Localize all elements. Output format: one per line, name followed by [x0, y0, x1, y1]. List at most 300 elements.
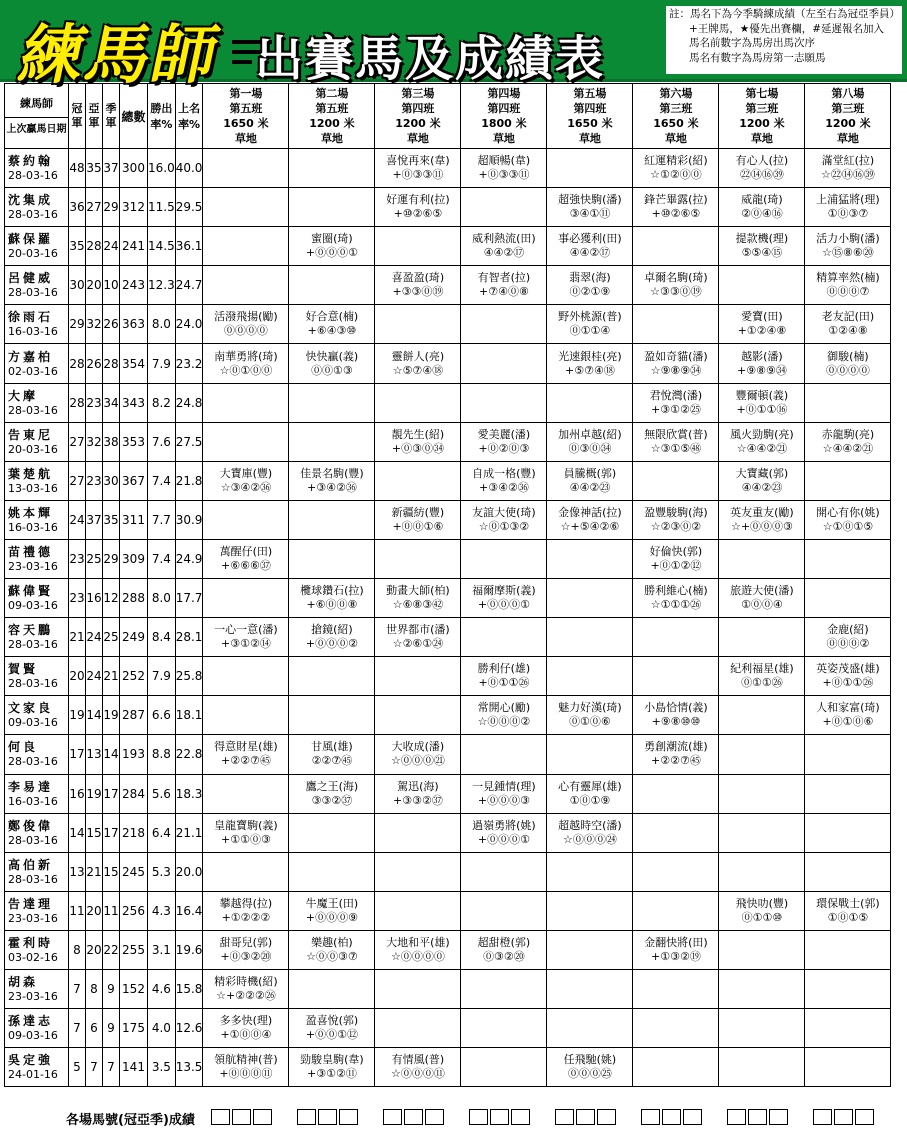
result-box[interactable] [318, 1109, 337, 1125]
entry-cell [375, 969, 461, 1008]
trainer-name: 胡森 [8, 975, 39, 990]
horse-form: +⓪⓪⓪① [477, 598, 530, 612]
horse-name: 大寶藏(郭) [735, 466, 789, 480]
horse-form: ☆⓪⓪⓪㉑ [391, 754, 445, 768]
thirds-cell: 9 [103, 1009, 120, 1048]
result-box[interactable] [576, 1109, 595, 1125]
horse-name: 金像神話(拉) [558, 505, 622, 519]
entry-cell [461, 579, 547, 618]
thirds-cell: 14 [103, 735, 120, 774]
trainer-cell [5, 930, 69, 969]
trainer-cell [5, 618, 69, 657]
result-box[interactable] [211, 1109, 230, 1125]
place-pct-cell: 24.7 [175, 266, 203, 305]
entry-cell [633, 696, 719, 735]
entry-cell [289, 696, 375, 735]
result-box[interactable] [855, 1109, 874, 1125]
race-no: 第一場 [229, 87, 263, 100]
wins-cell: 20 [69, 657, 86, 696]
table-row [5, 930, 891, 969]
table-row [5, 461, 891, 500]
last-win-date: 28-03-16 [8, 833, 58, 847]
trainer-cell [5, 305, 69, 344]
entry-cell [719, 618, 805, 657]
horse-form: ☆⓪①⓪⓪ [219, 363, 273, 377]
horse-form: ⓪⓪⓪㉕ [567, 1067, 612, 1081]
horse-name: 動畫大師(柏) [386, 584, 450, 598]
entry-cell [461, 266, 547, 305]
horse-form: +①②②② [221, 910, 271, 924]
result-box[interactable] [727, 1109, 746, 1125]
total-cell: 141 [120, 1048, 148, 1087]
thirds-cell: 26 [103, 305, 120, 344]
entry-cell [203, 422, 289, 461]
thirds-cell: 29 [103, 188, 120, 227]
entry-cell [719, 813, 805, 852]
result-box[interactable] [339, 1109, 358, 1125]
horse-name: 上浦猛將(理) [816, 193, 880, 207]
place-pct-cell: 24.0 [175, 305, 203, 344]
horse-form: ☆⓪⓪⓪㉔ [563, 832, 617, 846]
trainer-name: 呂健威 [8, 271, 54, 286]
entry-cell [633, 618, 719, 657]
result-box[interactable] [662, 1109, 681, 1125]
result-box[interactable] [490, 1109, 509, 1125]
entry-cell [633, 930, 719, 969]
win-pct-cell: 11.5 [148, 188, 176, 227]
last-win-date: 28-03-16 [8, 169, 58, 183]
entry-cell [289, 735, 375, 774]
entry-cell [289, 383, 375, 422]
horse-name: 喜盈盈(琦) [391, 271, 445, 285]
entry-cell [289, 188, 375, 227]
stripe-decoration [232, 60, 252, 64]
horse-form: +⓪⓪⓪⑪ [219, 1067, 273, 1081]
thirds-cell: 21 [103, 657, 120, 696]
entry-cell [461, 305, 547, 344]
thirds-cell: 17 [103, 774, 120, 813]
horse-name: 過嶺勇將(姚) [472, 818, 536, 832]
horse-name: 好合意(楠) [305, 310, 359, 324]
place-pct-cell: 40.0 [175, 149, 203, 188]
horse-name: 開心有你(姚) [816, 505, 880, 519]
win-pct-column-header: 勝出率% [148, 84, 176, 149]
thirds-cell: 34 [103, 383, 120, 422]
result-box[interactable] [834, 1109, 853, 1125]
entry-cell [805, 227, 891, 266]
total-cell: 353 [120, 422, 148, 461]
trainer-name: 霍利時 [8, 935, 54, 950]
entry-cell [203, 188, 289, 227]
race-result-boxes [297, 1109, 360, 1125]
entry-cell [805, 266, 891, 305]
horse-form: +②②⑦㊺ [651, 754, 701, 768]
horse-form: +③④②㊱ [479, 480, 529, 494]
trainer-cell [5, 1048, 69, 1087]
thirds-cell: 28 [103, 344, 120, 383]
wins-cell: 11 [69, 891, 86, 930]
race-dist: 1800 米 [481, 117, 527, 130]
entry-cell [375, 305, 461, 344]
entry-cell [461, 1048, 547, 1087]
entry-cell [633, 852, 719, 891]
entry-cell [805, 344, 891, 383]
horse-form: ⓪②①⑨ [569, 285, 611, 299]
result-box[interactable] [683, 1109, 702, 1125]
thirds-cell: 19 [103, 696, 120, 735]
win-pct-cell: 8.4 [148, 618, 176, 657]
trainer-name: 苗禮德 [8, 544, 54, 559]
table-row [5, 774, 891, 813]
last-win-date: 28-03-16 [8, 755, 58, 769]
entry-cell [633, 539, 719, 578]
horse-form: ☆⓪⓪⓪② [477, 715, 531, 729]
thirds-cell: 24 [103, 227, 120, 266]
result-box[interactable] [597, 1109, 616, 1125]
horse-name: 卓爾名駒(琦) [644, 271, 708, 285]
seconds-cell: 32 [86, 422, 103, 461]
last-win-date: 23-03-16 [8, 990, 58, 1004]
thirds-cell: 30 [103, 461, 120, 500]
entry-cell [805, 305, 891, 344]
trainer-name: 蘇偉賢 [8, 584, 54, 599]
horse-form: +⓪①②⑫ [650, 558, 702, 572]
trainer-name: 高伯新 [8, 857, 54, 872]
horse-name: 滿堂紅(拉) [821, 154, 875, 168]
horse-name: 好倫快(郭) [649, 544, 703, 558]
last-win-header-label: 上次贏馬日期 [5, 117, 68, 137]
trainer-cell [5, 539, 69, 578]
note-line: 註：馬名下為今季騎練成績（左至右為冠亞季員） [669, 8, 900, 20]
race-no: 第五場 [573, 87, 607, 100]
horse-name: 任飛馳(姚) [563, 1053, 617, 1067]
entry-cell [461, 813, 547, 852]
horse-name: 好運有利(拉) [386, 193, 450, 207]
result-box[interactable] [232, 1109, 251, 1125]
entry-cell [461, 500, 547, 539]
last-win-date: 28-03-16 [8, 286, 58, 300]
place-pct-cell: 29.5 [175, 188, 203, 227]
trainer-cell [5, 500, 69, 539]
result-box[interactable] [425, 1109, 444, 1125]
race-track: 草地 [234, 132, 257, 145]
entry-cell [547, 813, 633, 852]
horse-form: ⓪①①④ [569, 324, 611, 338]
entry-cell [805, 188, 891, 227]
horse-name: 蜜圈(琦) [311, 232, 353, 246]
entry-cell [375, 539, 461, 578]
horse-form: ☆⑥⑧③㊷ [392, 598, 444, 612]
entry-cell [719, 696, 805, 735]
wins-cell: 27 [69, 422, 86, 461]
horse-form: ④④②⑰ [483, 246, 525, 260]
place-pct-cell: 21.1 [175, 813, 203, 852]
entry-cell [203, 969, 289, 1008]
note-line: +王牌馬，★優先出賽欄，#延遲報名加入 [689, 22, 885, 35]
entry-cell [461, 774, 547, 813]
entry-cell [375, 735, 461, 774]
win-pct-cell: 6.4 [148, 813, 176, 852]
entry-cell [805, 930, 891, 969]
entry-cell [547, 969, 633, 1008]
horse-name: 愛美麗(潘) [477, 427, 531, 441]
horse-form: ①⓪①⑨ [569, 793, 611, 807]
wins-cell: 16 [69, 774, 86, 813]
thirds-cell: 9 [103, 969, 120, 1008]
entry-cell [375, 461, 461, 500]
horse-form: +③①②⑪ [307, 1067, 357, 1081]
trainer-cell [5, 774, 69, 813]
horse-form: +③①②⑭ [221, 637, 271, 651]
note-line: 馬名前數字為馬房出馬次序 [689, 37, 815, 49]
horse-form: ⓪③②⑳ [483, 949, 525, 963]
race-result-boxes [383, 1109, 446, 1125]
horse-form: ①⓪⓪④ [741, 598, 783, 612]
horse-name: 福爾摩斯(義) [472, 584, 536, 598]
seconds-cell: 20 [86, 891, 103, 930]
seconds-cell: 8 [86, 969, 103, 1008]
wins-cell: 7 [69, 1009, 86, 1048]
wins-cell: 28 [69, 344, 86, 383]
entry-cell [203, 813, 289, 852]
horse-form: ⓪⓪①③ [311, 363, 353, 377]
win-pct-cell: 8.2 [148, 383, 176, 422]
result-box[interactable] [253, 1109, 272, 1125]
place-pct-cell: 13.5 [175, 1048, 203, 1087]
wins-cell: 13 [69, 852, 86, 891]
race-no: 第二場 [315, 87, 349, 100]
entry-cell [719, 657, 805, 696]
race-cls: 第三班 [659, 102, 693, 115]
entry-cell [805, 735, 891, 774]
trainer-name: 大摩 [8, 388, 39, 403]
horse-name: 金鹿(紹) [827, 623, 869, 637]
total-cell: 175 [120, 1009, 148, 1048]
result-box[interactable] [404, 1109, 423, 1125]
notes-box [666, 6, 902, 74]
last-win-date: 28-03-16 [8, 677, 58, 691]
horse-name: 英友重友(勵) [730, 505, 794, 519]
entry-cell [289, 461, 375, 500]
horse-name: 駕迅(海) [397, 779, 439, 793]
entry-cell [461, 696, 547, 735]
seconds-cell: 23 [86, 383, 103, 422]
table-row [5, 188, 891, 227]
result-box[interactable] [555, 1109, 574, 1125]
race-dist: 1650 米 [653, 117, 699, 130]
horse-form: ☆①⓪①⑤ [822, 519, 874, 533]
total-cell: 245 [120, 852, 148, 891]
race-result-boxes [555, 1109, 618, 1125]
horse-form: +⑨⑧⑩⑩ [651, 715, 701, 729]
race-no: 第三場 [401, 87, 435, 100]
horse-form: ⓪⓪⓪② [826, 637, 870, 651]
wins-cell: 35 [69, 227, 86, 266]
race-track: 草地 [664, 132, 687, 145]
wins-cell: 17 [69, 735, 86, 774]
result-box[interactable] [641, 1109, 660, 1125]
wins-cell: 29 [69, 305, 86, 344]
horse-form: ☆①②⓪⓪ [650, 168, 702, 182]
horse-form: +①⓪⓪④ [220, 1028, 272, 1042]
race-cls: 第四班 [487, 102, 521, 115]
trainer-name: 何良 [8, 740, 39, 755]
place-pct-cell: 18.1 [175, 696, 203, 735]
horse-name: 自成一格(豐) [472, 466, 536, 480]
horse-name: 喜悅再來(韋) [386, 154, 450, 168]
race-cls: 第五班 [315, 102, 349, 115]
seconds-cell: 15 [86, 813, 103, 852]
horse-name: 無限欣賞(普) [644, 427, 708, 441]
entry-cell [203, 500, 289, 539]
race-no: 第七場 [745, 87, 779, 100]
horse-name: 有情風(普) [391, 1053, 445, 1067]
result-box[interactable] [297, 1109, 316, 1125]
trainer-cell [5, 383, 69, 422]
entry-cell [547, 891, 633, 930]
horse-form: ⑤⑤④⑮ [741, 246, 783, 260]
total-cell: 218 [120, 813, 148, 852]
entry-cell [461, 344, 547, 383]
race-track: 草地 [406, 132, 429, 145]
horse-form: ☆⓪⓪⓪⓪ [391, 949, 445, 963]
race-track: 草地 [578, 132, 601, 145]
entry-cell [461, 227, 547, 266]
horse-name: 提款機(理) [735, 232, 789, 246]
entry-cell [461, 539, 547, 578]
horse-form: +⓪③⓪㉞ [391, 441, 444, 455]
trainer-cell [5, 696, 69, 735]
entry-cell [719, 305, 805, 344]
entry-cell [547, 1009, 633, 1048]
horse-form: +⓪③②⑳ [220, 949, 272, 963]
horse-form: ②⓪④⑯ [741, 207, 783, 221]
thirds-cell: 38 [103, 422, 120, 461]
win-pct-cell: 7.9 [148, 657, 176, 696]
entry-cell [375, 422, 461, 461]
seconds-cell: 24 [86, 657, 103, 696]
entry-cell [633, 1009, 719, 1048]
entry-cell [547, 696, 633, 735]
entry-cell [633, 305, 719, 344]
table-row [5, 813, 891, 852]
entry-cell [203, 891, 289, 930]
horse-form: ☆+⑤④②⑥ [560, 519, 620, 533]
horse-name: 一心一意(潘) [214, 623, 278, 637]
race-dist: 1650 米 [567, 117, 613, 130]
horse-form: +⓪⓪⓪① [477, 832, 530, 846]
entry-cell [375, 696, 461, 735]
horse-name: 世界都市(潘) [386, 623, 450, 637]
total-cell: 312 [120, 188, 148, 227]
trainer-name: 徐雨石 [8, 310, 54, 325]
horse-form: ⓪①⓪⑥ [569, 715, 611, 729]
horse-name: 大收成(潘) [391, 740, 445, 754]
entry-cell [375, 1048, 461, 1087]
horse-name: 萬醒仔(田) [219, 544, 273, 558]
seconds-cell: 20 [86, 266, 103, 305]
result-box[interactable] [813, 1109, 832, 1125]
trainer-name: 容天鵬 [8, 623, 54, 638]
horse-name: 風火勁駒(亮) [730, 427, 794, 441]
result-box[interactable] [769, 1109, 788, 1125]
entry-cell [203, 461, 289, 500]
entry-cell [805, 1009, 891, 1048]
entry-cell [289, 579, 375, 618]
entry-cell [461, 149, 547, 188]
last-win-date: 16-03-16 [8, 794, 58, 808]
horse-form: ①②④⑧ [828, 324, 868, 338]
entry-cell [203, 539, 289, 578]
wins-cell: 5 [69, 1048, 86, 1087]
entry-cell [547, 735, 633, 774]
wins-cell: 24 [69, 500, 86, 539]
horse-name: 友誼大使(琦) [472, 505, 536, 519]
total-cell: 311 [120, 500, 148, 539]
place-pct-cell: 22.8 [175, 735, 203, 774]
horse-name: 勇創潮流(雄) [644, 740, 708, 754]
horse-form: ③③②㊲ [311, 793, 353, 807]
horse-form: ⓪③⓪㉞ [568, 441, 612, 455]
result-box[interactable] [748, 1109, 767, 1125]
wins-column-header: 冠軍 [69, 84, 86, 149]
entry-cell [547, 657, 633, 696]
entry-cell [375, 774, 461, 813]
thirds-cell: 10 [103, 266, 120, 305]
win-pct-cell: 5.6 [148, 774, 176, 813]
horse-form: ☆③③⓪⑲ [650, 285, 702, 299]
result-box[interactable] [511, 1109, 530, 1125]
footer-results-row [4, 1106, 903, 1128]
entry-cell [633, 891, 719, 930]
wins-cell: 30 [69, 266, 86, 305]
horse-name: 豐爾頓(義) [735, 388, 789, 402]
horse-form: +⓪①⓪⑥ [822, 715, 874, 729]
race-result-boxes [211, 1109, 274, 1125]
race-header-7 [719, 84, 805, 149]
total-cell: 241 [120, 227, 148, 266]
entry-cell [805, 852, 891, 891]
trainer-header-label: 練馬師 [20, 96, 53, 110]
horse-name: 光速銀桂(亮) [558, 349, 622, 363]
result-box[interactable] [469, 1109, 488, 1125]
horse-form: ☆⑮⑧⑥⑳ [822, 246, 874, 260]
entry-cell [289, 813, 375, 852]
table-row [5, 539, 891, 578]
race-track: 草地 [750, 132, 773, 145]
entry-cell [375, 500, 461, 539]
last-win-date: 24-01-16 [8, 1068, 58, 1082]
win-pct-cell: 7.7 [148, 500, 176, 539]
trainer-name: 賀賢 [8, 662, 39, 677]
place-pct-cell: 27.5 [175, 422, 203, 461]
race-dist: 1200 米 [395, 117, 441, 130]
horse-form: ④④②㉓ [569, 480, 611, 494]
win-pct-cell: 4.3 [148, 891, 176, 930]
entry-cell [289, 344, 375, 383]
result-box[interactable] [383, 1109, 402, 1125]
entry-cell [719, 774, 805, 813]
entry-cell [461, 969, 547, 1008]
seconds-cell: 21 [86, 852, 103, 891]
horse-name: 翡翠(海) [569, 271, 611, 285]
horse-form: ④④②⑰ [569, 246, 611, 260]
horse-name: 超強快駒(潘) [558, 193, 622, 207]
horse-name: 飛快叻(豐) [735, 896, 789, 910]
horse-name: 得意財星(雄) [214, 740, 278, 754]
horse-name: 牛魔王(田) [305, 896, 359, 910]
entry-cell [719, 891, 805, 930]
